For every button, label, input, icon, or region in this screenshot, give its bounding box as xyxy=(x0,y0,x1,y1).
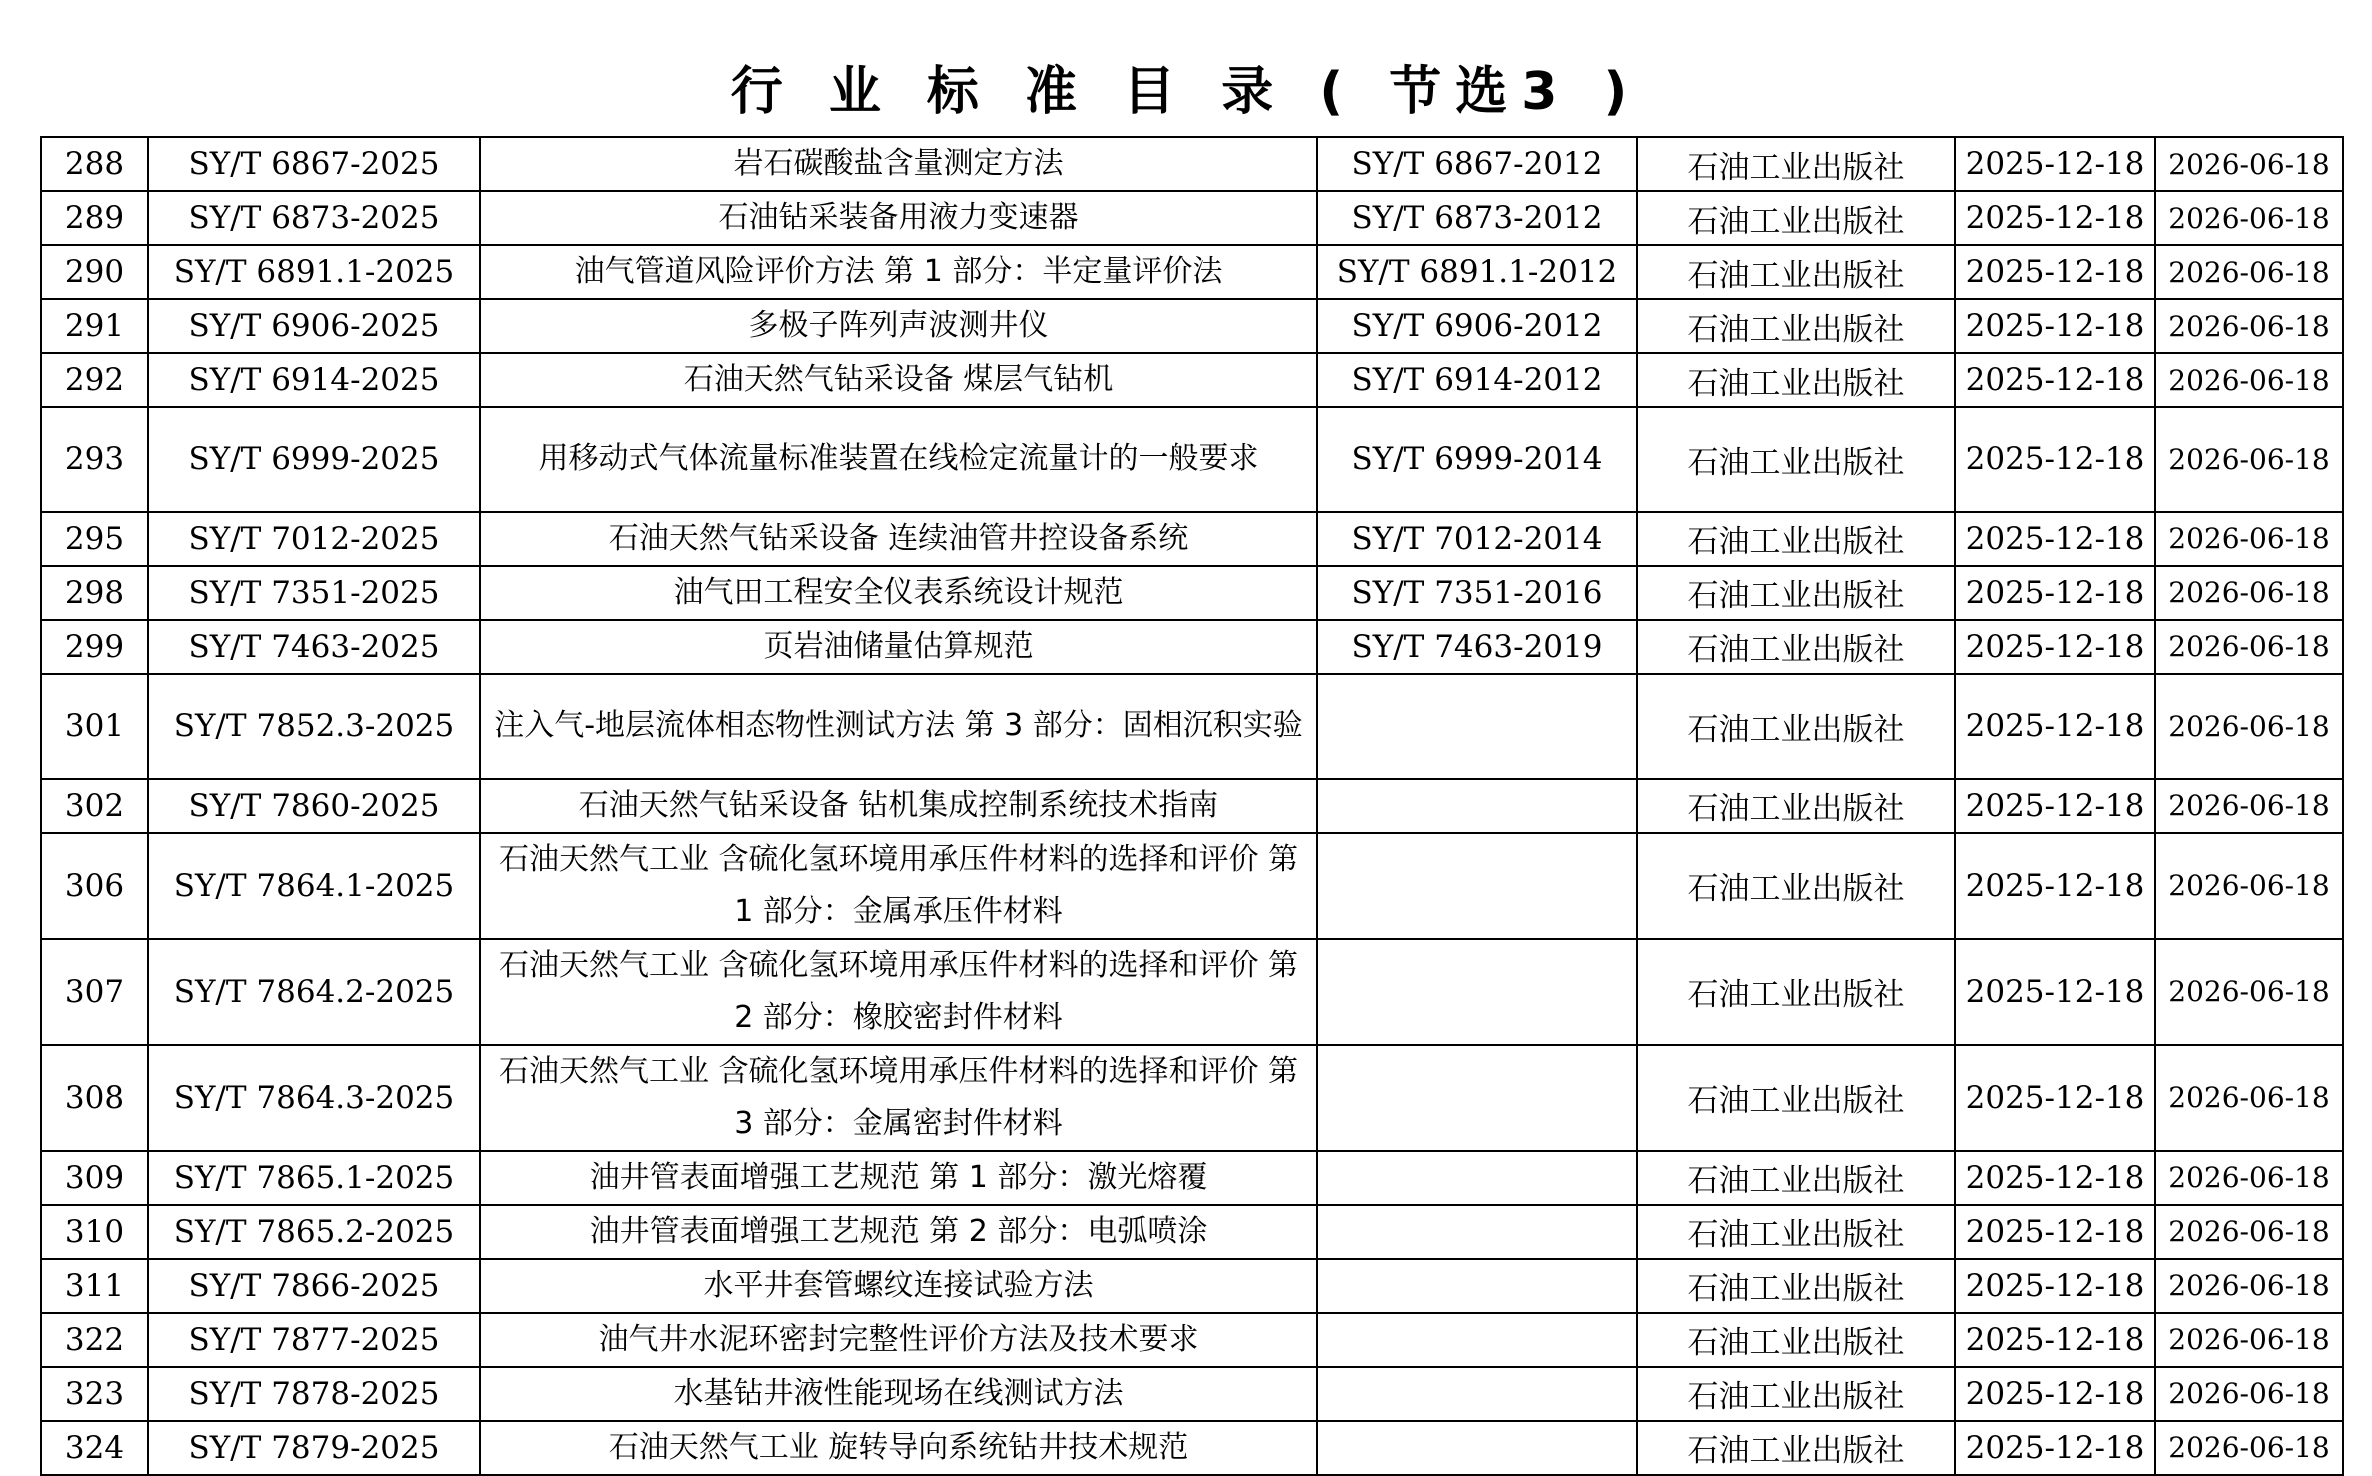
serial-number-cell: 295 xyxy=(41,512,148,566)
serial-number-cell: 289 xyxy=(41,191,148,245)
table-row xyxy=(41,191,2343,245)
standard-name-cell: 石油天然气钻采设备 煤层气钻机 xyxy=(480,353,1317,407)
implement-date-cell: 2026-06-18 xyxy=(2155,245,2343,299)
publisher-cell: 石油工业出版社 xyxy=(1637,779,1955,833)
publish-date-cell: 2025-12-18 xyxy=(1955,1421,2155,1475)
serial-number-cell: 308 xyxy=(41,1045,148,1151)
replaced-standard-cell xyxy=(1317,1151,1637,1205)
standard-name-cell: 多极子阵列声波测井仪 xyxy=(480,299,1317,353)
standard-code-cell: SY/T 7879-2025 xyxy=(148,1421,480,1475)
table-row xyxy=(41,779,2343,833)
standard-code-cell: SY/T 7852.3-2025 xyxy=(148,674,480,779)
standard-code-cell: SY/T 6999-2025 xyxy=(148,407,480,512)
replaced-standard-cell xyxy=(1317,833,1637,939)
table-row xyxy=(41,407,2343,512)
implement-date-cell: 2026-06-18 xyxy=(2155,1151,2343,1205)
table-row xyxy=(41,566,2343,620)
standard-name-cell: 油气管道风险评价方法 第 1 部分：半定量评价法 xyxy=(480,245,1317,299)
standard-code-cell: SY/T 6906-2025 xyxy=(148,299,480,353)
standard-code-cell: SY/T 7878-2025 xyxy=(148,1367,480,1421)
replaced-standard-cell xyxy=(1317,1367,1637,1421)
serial-number-cell: 292 xyxy=(41,353,148,407)
serial-number-cell: 322 xyxy=(41,1313,148,1367)
implement-date-cell: 2026-06-18 xyxy=(2155,1045,2343,1151)
publisher-cell: 石油工业出版社 xyxy=(1637,833,1955,939)
standard-name-cell: 石油天然气工业 含硫化氢环境用承压件材料的选择和评价 第 1 部分：金属承压件材料 xyxy=(480,833,1317,939)
table-row xyxy=(41,1151,2343,1205)
standard-name-cell: 水基钻井液性能现场在线测试方法 xyxy=(480,1367,1317,1421)
implement-date-cell: 2026-06-18 xyxy=(2155,137,2343,191)
publisher-cell: 石油工业出版社 xyxy=(1637,299,1955,353)
serial-number-cell: 299 xyxy=(41,620,148,674)
replaced-standard-cell xyxy=(1317,1205,1637,1259)
implement-date-cell: 2026-06-18 xyxy=(2155,1205,2343,1259)
replaced-standard-cell: SY/T 6999-2014 xyxy=(1317,407,1637,512)
replaced-standard-cell: SY/T 7463-2019 xyxy=(1317,620,1637,674)
serial-number-cell: 293 xyxy=(41,407,148,512)
replaced-standard-cell xyxy=(1317,779,1637,833)
replaced-standard-cell: SY/T 7351-2016 xyxy=(1317,566,1637,620)
publisher-cell: 石油工业出版社 xyxy=(1637,407,1955,512)
publisher-cell: 石油工业出版社 xyxy=(1637,512,1955,566)
implement-date-cell: 2026-06-18 xyxy=(2155,833,2343,939)
publisher-cell: 石油工业出版社 xyxy=(1637,1151,1955,1205)
publisher-cell: 石油工业出版社 xyxy=(1637,137,1955,191)
standard-code-cell: SY/T 7865.1-2025 xyxy=(148,1151,480,1205)
serial-number-cell: 323 xyxy=(41,1367,148,1421)
standard-name-cell: 石油天然气钻采设备 连续油管井控设备系统 xyxy=(480,512,1317,566)
replaced-standard-cell xyxy=(1317,1045,1637,1151)
serial-number-cell: 307 xyxy=(41,939,148,1045)
serial-number-cell: 302 xyxy=(41,779,148,833)
standard-code-cell: SY/T 7351-2025 xyxy=(148,566,480,620)
page-title: 行 业 标 准 目 录 ( 节选3 ) xyxy=(730,62,1642,122)
standard-code-cell: SY/T 7864.2-2025 xyxy=(148,939,480,1045)
publisher-cell: 石油工业出版社 xyxy=(1637,1205,1955,1259)
table-body xyxy=(41,137,2343,1475)
implement-date-cell: 2026-06-18 xyxy=(2155,299,2343,353)
table-row xyxy=(41,674,2343,779)
implement-date-cell: 2026-06-18 xyxy=(2155,407,2343,512)
standard-name-cell: 页岩油储量估算规范 xyxy=(480,620,1317,674)
publish-date-cell: 2025-12-18 xyxy=(1955,620,2155,674)
standard-name-cell: 用移动式气体流量标准装置在线检定流量计的一般要求 xyxy=(480,407,1317,512)
publish-date-cell: 2025-12-18 xyxy=(1955,1367,2155,1421)
implement-date-cell: 2026-06-18 xyxy=(2155,620,2343,674)
implement-date-cell: 2026-06-18 xyxy=(2155,1313,2343,1367)
serial-number-cell: 311 xyxy=(41,1259,148,1313)
publish-date-cell: 2025-12-18 xyxy=(1955,1205,2155,1259)
standard-code-cell: SY/T 7865.2-2025 xyxy=(148,1205,480,1259)
standard-name-cell: 油气井水泥环密封完整性评价方法及技术要求 xyxy=(480,1313,1317,1367)
serial-number-cell: 309 xyxy=(41,1151,148,1205)
table-row xyxy=(41,1205,2343,1259)
serial-number-cell: 301 xyxy=(41,674,148,779)
table-row xyxy=(41,1313,2343,1367)
publish-date-cell: 2025-12-18 xyxy=(1955,245,2155,299)
publisher-cell: 石油工业出版社 xyxy=(1637,1259,1955,1313)
implement-date-cell: 2026-06-18 xyxy=(2155,566,2343,620)
publish-date-cell: 2025-12-18 xyxy=(1955,833,2155,939)
standard-code-cell: SY/T 6914-2025 xyxy=(148,353,480,407)
standard-name-cell: 油气田工程安全仪表系统设计规范 xyxy=(480,566,1317,620)
serial-number-cell: 306 xyxy=(41,833,148,939)
replaced-standard-cell: SY/T 6914-2012 xyxy=(1317,353,1637,407)
implement-date-cell: 2026-06-18 xyxy=(2155,191,2343,245)
publisher-cell: 石油工业出版社 xyxy=(1637,674,1955,779)
publisher-cell: 石油工业出版社 xyxy=(1637,1421,1955,1475)
table-row xyxy=(41,245,2343,299)
standard-code-cell: SY/T 7866-2025 xyxy=(148,1259,480,1313)
table-row xyxy=(41,620,2343,674)
publisher-cell: 石油工业出版社 xyxy=(1637,245,1955,299)
standard-name-cell: 石油天然气工业 旋转导向系统钻井技术规范 xyxy=(480,1421,1317,1475)
implement-date-cell: 2026-06-18 xyxy=(2155,939,2343,1045)
publisher-cell: 石油工业出版社 xyxy=(1637,1045,1955,1151)
replaced-standard-cell: SY/T 7012-2014 xyxy=(1317,512,1637,566)
table-row xyxy=(41,512,2343,566)
table-row xyxy=(41,939,2343,1045)
publish-date-cell: 2025-12-18 xyxy=(1955,1151,2155,1205)
publisher-cell: 石油工业出版社 xyxy=(1637,1313,1955,1367)
standard-code-cell: SY/T 7877-2025 xyxy=(148,1313,480,1367)
serial-number-cell: 288 xyxy=(41,137,148,191)
publish-date-cell: 2025-12-18 xyxy=(1955,1259,2155,1313)
standard-name-cell: 注入气-地层流体相态物性测试方法 第 3 部分：固相沉积实验 xyxy=(480,674,1317,779)
standard-code-cell: SY/T 6891.1-2025 xyxy=(148,245,480,299)
replaced-standard-cell: SY/T 6867-2012 xyxy=(1317,137,1637,191)
publish-date-cell: 2025-12-18 xyxy=(1955,407,2155,512)
table-row xyxy=(41,1045,2343,1151)
standard-code-cell: SY/T 7012-2025 xyxy=(148,512,480,566)
standard-name-cell: 石油钻采装备用液力变速器 xyxy=(480,191,1317,245)
implement-date-cell: 2026-06-18 xyxy=(2155,1421,2343,1475)
implement-date-cell: 2026-06-18 xyxy=(2155,779,2343,833)
standard-name-cell: 油井管表面增强工艺规范 第 1 部分：激光熔覆 xyxy=(480,1151,1317,1205)
publish-date-cell: 2025-12-18 xyxy=(1955,1045,2155,1151)
publish-date-cell: 2025-12-18 xyxy=(1955,353,2155,407)
table-row xyxy=(41,1367,2343,1421)
standard-name-cell: 石油天然气钻采设备 钻机集成控制系统技术指南 xyxy=(480,779,1317,833)
publish-date-cell: 2025-12-18 xyxy=(1955,1313,2155,1367)
standards-table xyxy=(40,136,2344,1476)
standard-name-cell: 石油天然气工业 含硫化氢环境用承压件材料的选择和评价 第 3 部分：金属密封件材料 xyxy=(480,1045,1317,1151)
standard-code-cell: SY/T 6867-2025 xyxy=(148,137,480,191)
table-row xyxy=(41,353,2343,407)
implement-date-cell: 2026-06-18 xyxy=(2155,1259,2343,1313)
publisher-cell: 石油工业出版社 xyxy=(1637,939,1955,1045)
standard-code-cell: SY/T 7860-2025 xyxy=(148,779,480,833)
implement-date-cell: 2026-06-18 xyxy=(2155,674,2343,779)
publish-date-cell: 2025-12-18 xyxy=(1955,674,2155,779)
table-row xyxy=(41,299,2343,353)
serial-number-cell: 310 xyxy=(41,1205,148,1259)
table-row xyxy=(41,833,2343,939)
standard-name-cell: 石油天然气工业 含硫化氢环境用承压件材料的选择和评价 第 2 部分：橡胶密封件材料 xyxy=(480,939,1317,1045)
replaced-standard-cell: SY/T 6906-2012 xyxy=(1317,299,1637,353)
replaced-standard-cell xyxy=(1317,939,1637,1045)
publisher-cell: 石油工业出版社 xyxy=(1637,353,1955,407)
implement-date-cell: 2026-06-18 xyxy=(2155,1367,2343,1421)
standard-code-cell: SY/T 7864.1-2025 xyxy=(148,833,480,939)
replaced-standard-cell xyxy=(1317,674,1637,779)
table-row xyxy=(41,1421,2343,1475)
serial-number-cell: 298 xyxy=(41,566,148,620)
standard-name-cell: 岩石碳酸盐含量测定方法 xyxy=(480,137,1317,191)
table-row xyxy=(41,137,2343,191)
publish-date-cell: 2025-12-18 xyxy=(1955,779,2155,833)
serial-number-cell: 324 xyxy=(41,1421,148,1475)
replaced-standard-cell xyxy=(1317,1259,1637,1313)
implement-date-cell: 2026-06-18 xyxy=(2155,353,2343,407)
standard-code-cell: SY/T 7463-2025 xyxy=(148,620,480,674)
publisher-cell: 石油工业出版社 xyxy=(1637,191,1955,245)
publish-date-cell: 2025-12-18 xyxy=(1955,939,2155,1045)
standard-code-cell: SY/T 6873-2025 xyxy=(148,191,480,245)
publisher-cell: 石油工业出版社 xyxy=(1637,1367,1955,1421)
replaced-standard-cell: SY/T 6873-2012 xyxy=(1317,191,1637,245)
replaced-standard-cell xyxy=(1317,1421,1637,1475)
publish-date-cell: 2025-12-18 xyxy=(1955,137,2155,191)
standard-name-cell: 水平井套管螺纹连接试验方法 xyxy=(480,1259,1317,1313)
publisher-cell: 石油工业出版社 xyxy=(1637,620,1955,674)
standard-code-cell: SY/T 7864.3-2025 xyxy=(148,1045,480,1151)
publish-date-cell: 2025-12-18 xyxy=(1955,299,2155,353)
replaced-standard-cell xyxy=(1317,1313,1637,1367)
serial-number-cell: 290 xyxy=(41,245,148,299)
publisher-cell: 石油工业出版社 xyxy=(1637,566,1955,620)
publish-date-cell: 2025-12-18 xyxy=(1955,566,2155,620)
standard-name-cell: 油井管表面增强工艺规范 第 2 部分：电弧喷涂 xyxy=(480,1205,1317,1259)
replaced-standard-cell: SY/T 6891.1-2012 xyxy=(1317,245,1637,299)
publish-date-cell: 2025-12-18 xyxy=(1955,191,2155,245)
implement-date-cell: 2026-06-18 xyxy=(2155,512,2343,566)
publish-date-cell: 2025-12-18 xyxy=(1955,512,2155,566)
table-row xyxy=(41,1259,2343,1313)
serial-number-cell: 291 xyxy=(41,299,148,353)
